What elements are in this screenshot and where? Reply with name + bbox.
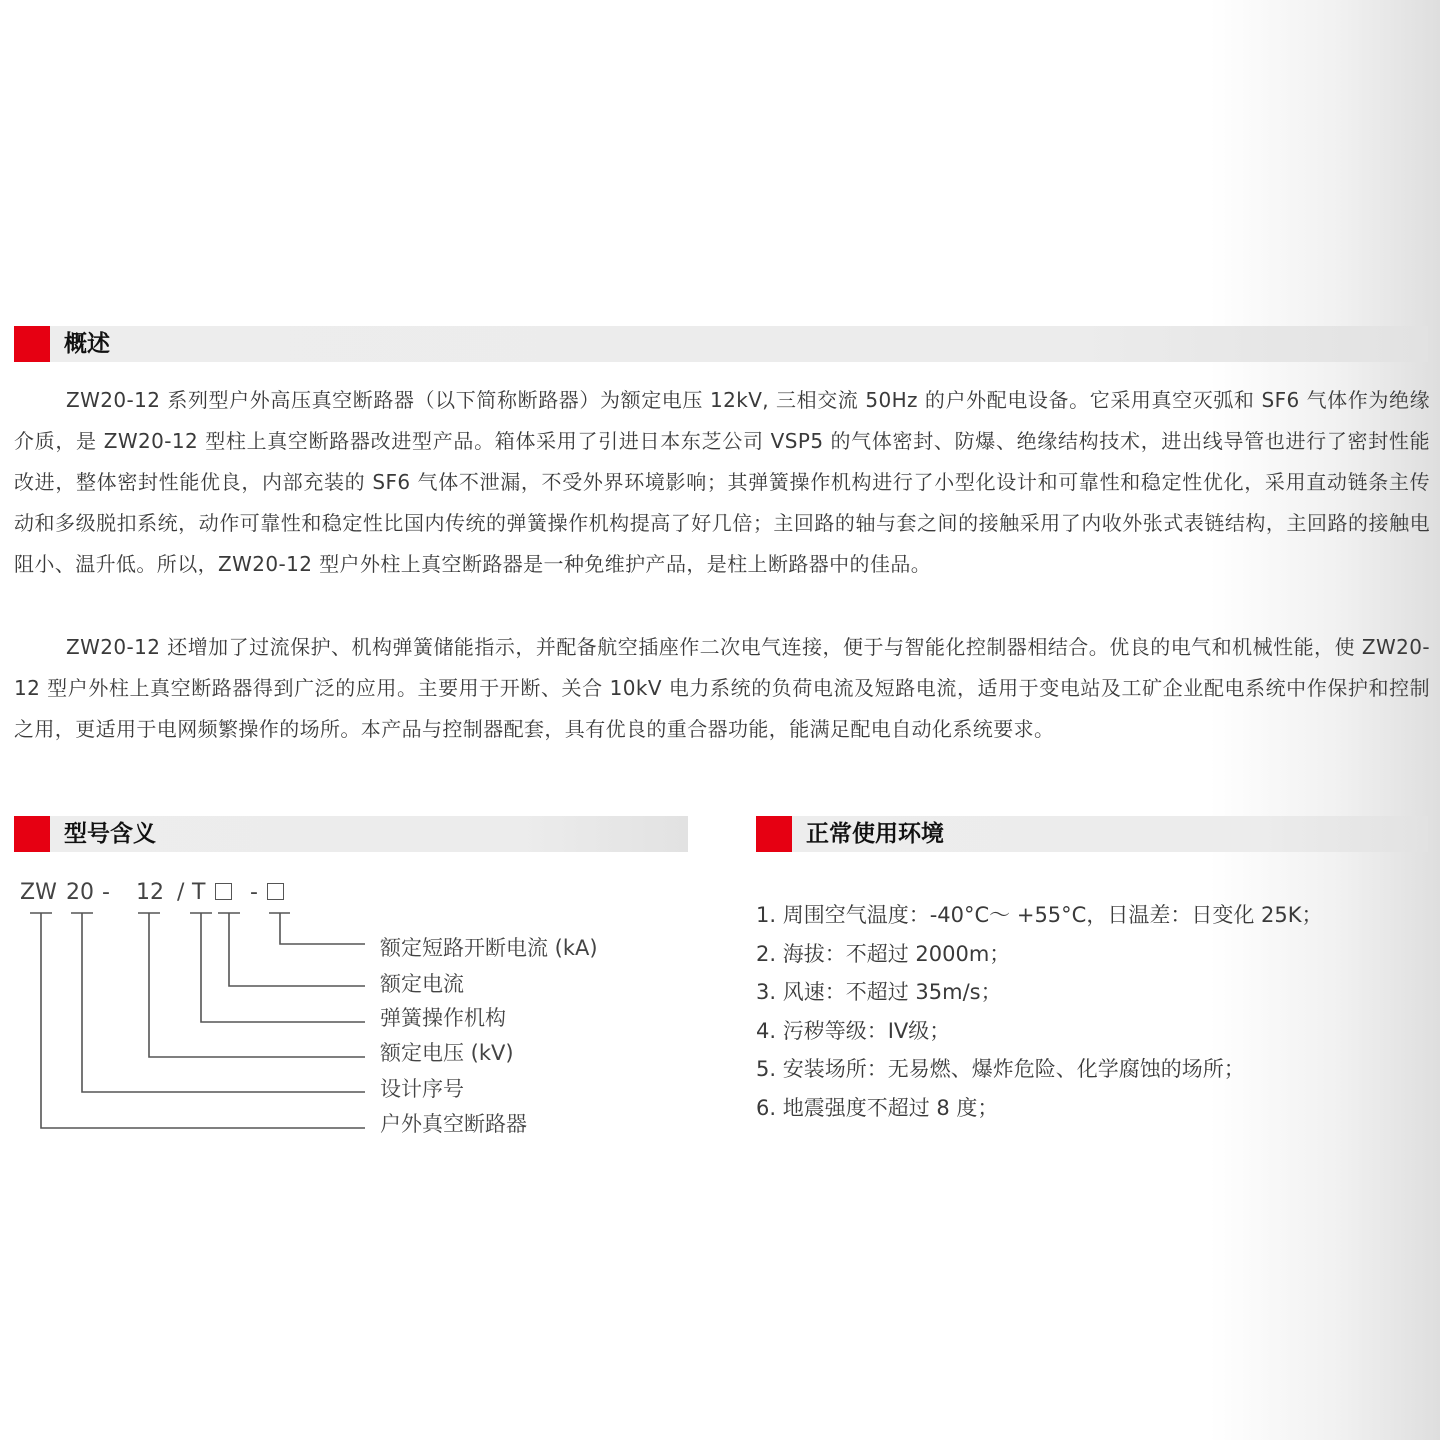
model-label-rated-voltage: 额定电压 (kV) (380, 1041, 514, 1065)
model-label-design-number: 设计序号 (380, 1077, 464, 1101)
model-leader-lines (0, 0, 700, 1160)
environment-item: 6. 地震强度不超过 8 度； (756, 1095, 999, 1120)
red-square-marker (756, 816, 792, 852)
model-code-voltage: 12 (136, 880, 164, 905)
model-code-series: ZW (20, 880, 57, 905)
model-title: 型号含义 (64, 821, 156, 847)
environment-item: 1. 周围空气温度：-40°C～ +55°C，日温差：日变化 25K； (756, 903, 1323, 927)
environment-section-header (756, 816, 1428, 852)
model-code-spring: T (192, 880, 206, 905)
overview-paragraph-1: ZW20-12 系列型户外高压真空断路器（以下简称断路器）为额定电压 12kV, 三相交流 50Hz 的户外配电设备。它采用真空灭弧和 SF6 气体作为绝缘介质，是 ZW20-12 型柱上真空断路器改进型产品。箱体采用了引进日本东芝公司 VSP5 的气体密封、防爆、绝缘结构技术，进出线导管也进行了密封性能改进，整体密封性能优良，内部充装的 SF6 气体不泄漏，不受外界环境影响；其弹簧操作机构进行了小型化设计和可靠性和稳定性优化，采用直动链条主传动和多级脱扣系统，动作可靠性和稳定性比国内传统的弹簧操作机构提高了好几倍；主回路的轴与套之间的接触采用了内收外张式表链结构，主回路的接触电阻小、温升低。所以，ZW20-12 型户外柱上真空断路器是一种免维护产品，是柱上断路器中的佳品。 (14, 388, 1430, 576)
model-label-spring-mechanism: 弹簧操作机构 (380, 1006, 506, 1030)
environment-item: 3. 风速：不超过 35m/s； (756, 980, 1002, 1004)
environment-list (756, 896, 1416, 1127)
model-code-slash: / (177, 880, 185, 905)
environment-item: 4. 污秽等级：IV级； (756, 1018, 951, 1043)
model-label-breaking-current: 额定短路开断电流 (kA) (380, 936, 598, 960)
environment-item: 5. 安装场所：无易燃、爆炸危险、化学腐蚀的场所； (756, 1057, 1245, 1081)
overview-title: 概述 (64, 331, 110, 357)
model-code-dash-1: - (102, 880, 110, 905)
environment-item: 2. 海拔：不超过 2000m； (756, 941, 1011, 966)
model-label-rated-current: 额定电流 (380, 972, 464, 996)
environment-title: 正常使用环境 (806, 821, 944, 847)
model-label-outdoor-vcb: 户外真空断路器 (380, 1112, 527, 1136)
overview-paragraph-2: ZW20-12 还增加了过流保护、机构弹簧储能指示，并配备航空插座作二次电气连接，便于与智能化控制器相结合。优良的电气和机械性能，使 ZW20-12 型户外柱上真空断路器得到广泛的应用。主要用于开断、关合 10kV 电力系统的负荷电流及短路电流，适用于变电站及工矿企业配电系统中作保护和控制之用，更适用于电网频繁操作的场所。本产品与控制器配套，具有优良的重合器功能，能满足配电自动化系统要求。 (14, 635, 1430, 741)
model-code-design: 20 (66, 880, 94, 905)
model-code-dash-2: - (250, 880, 258, 905)
